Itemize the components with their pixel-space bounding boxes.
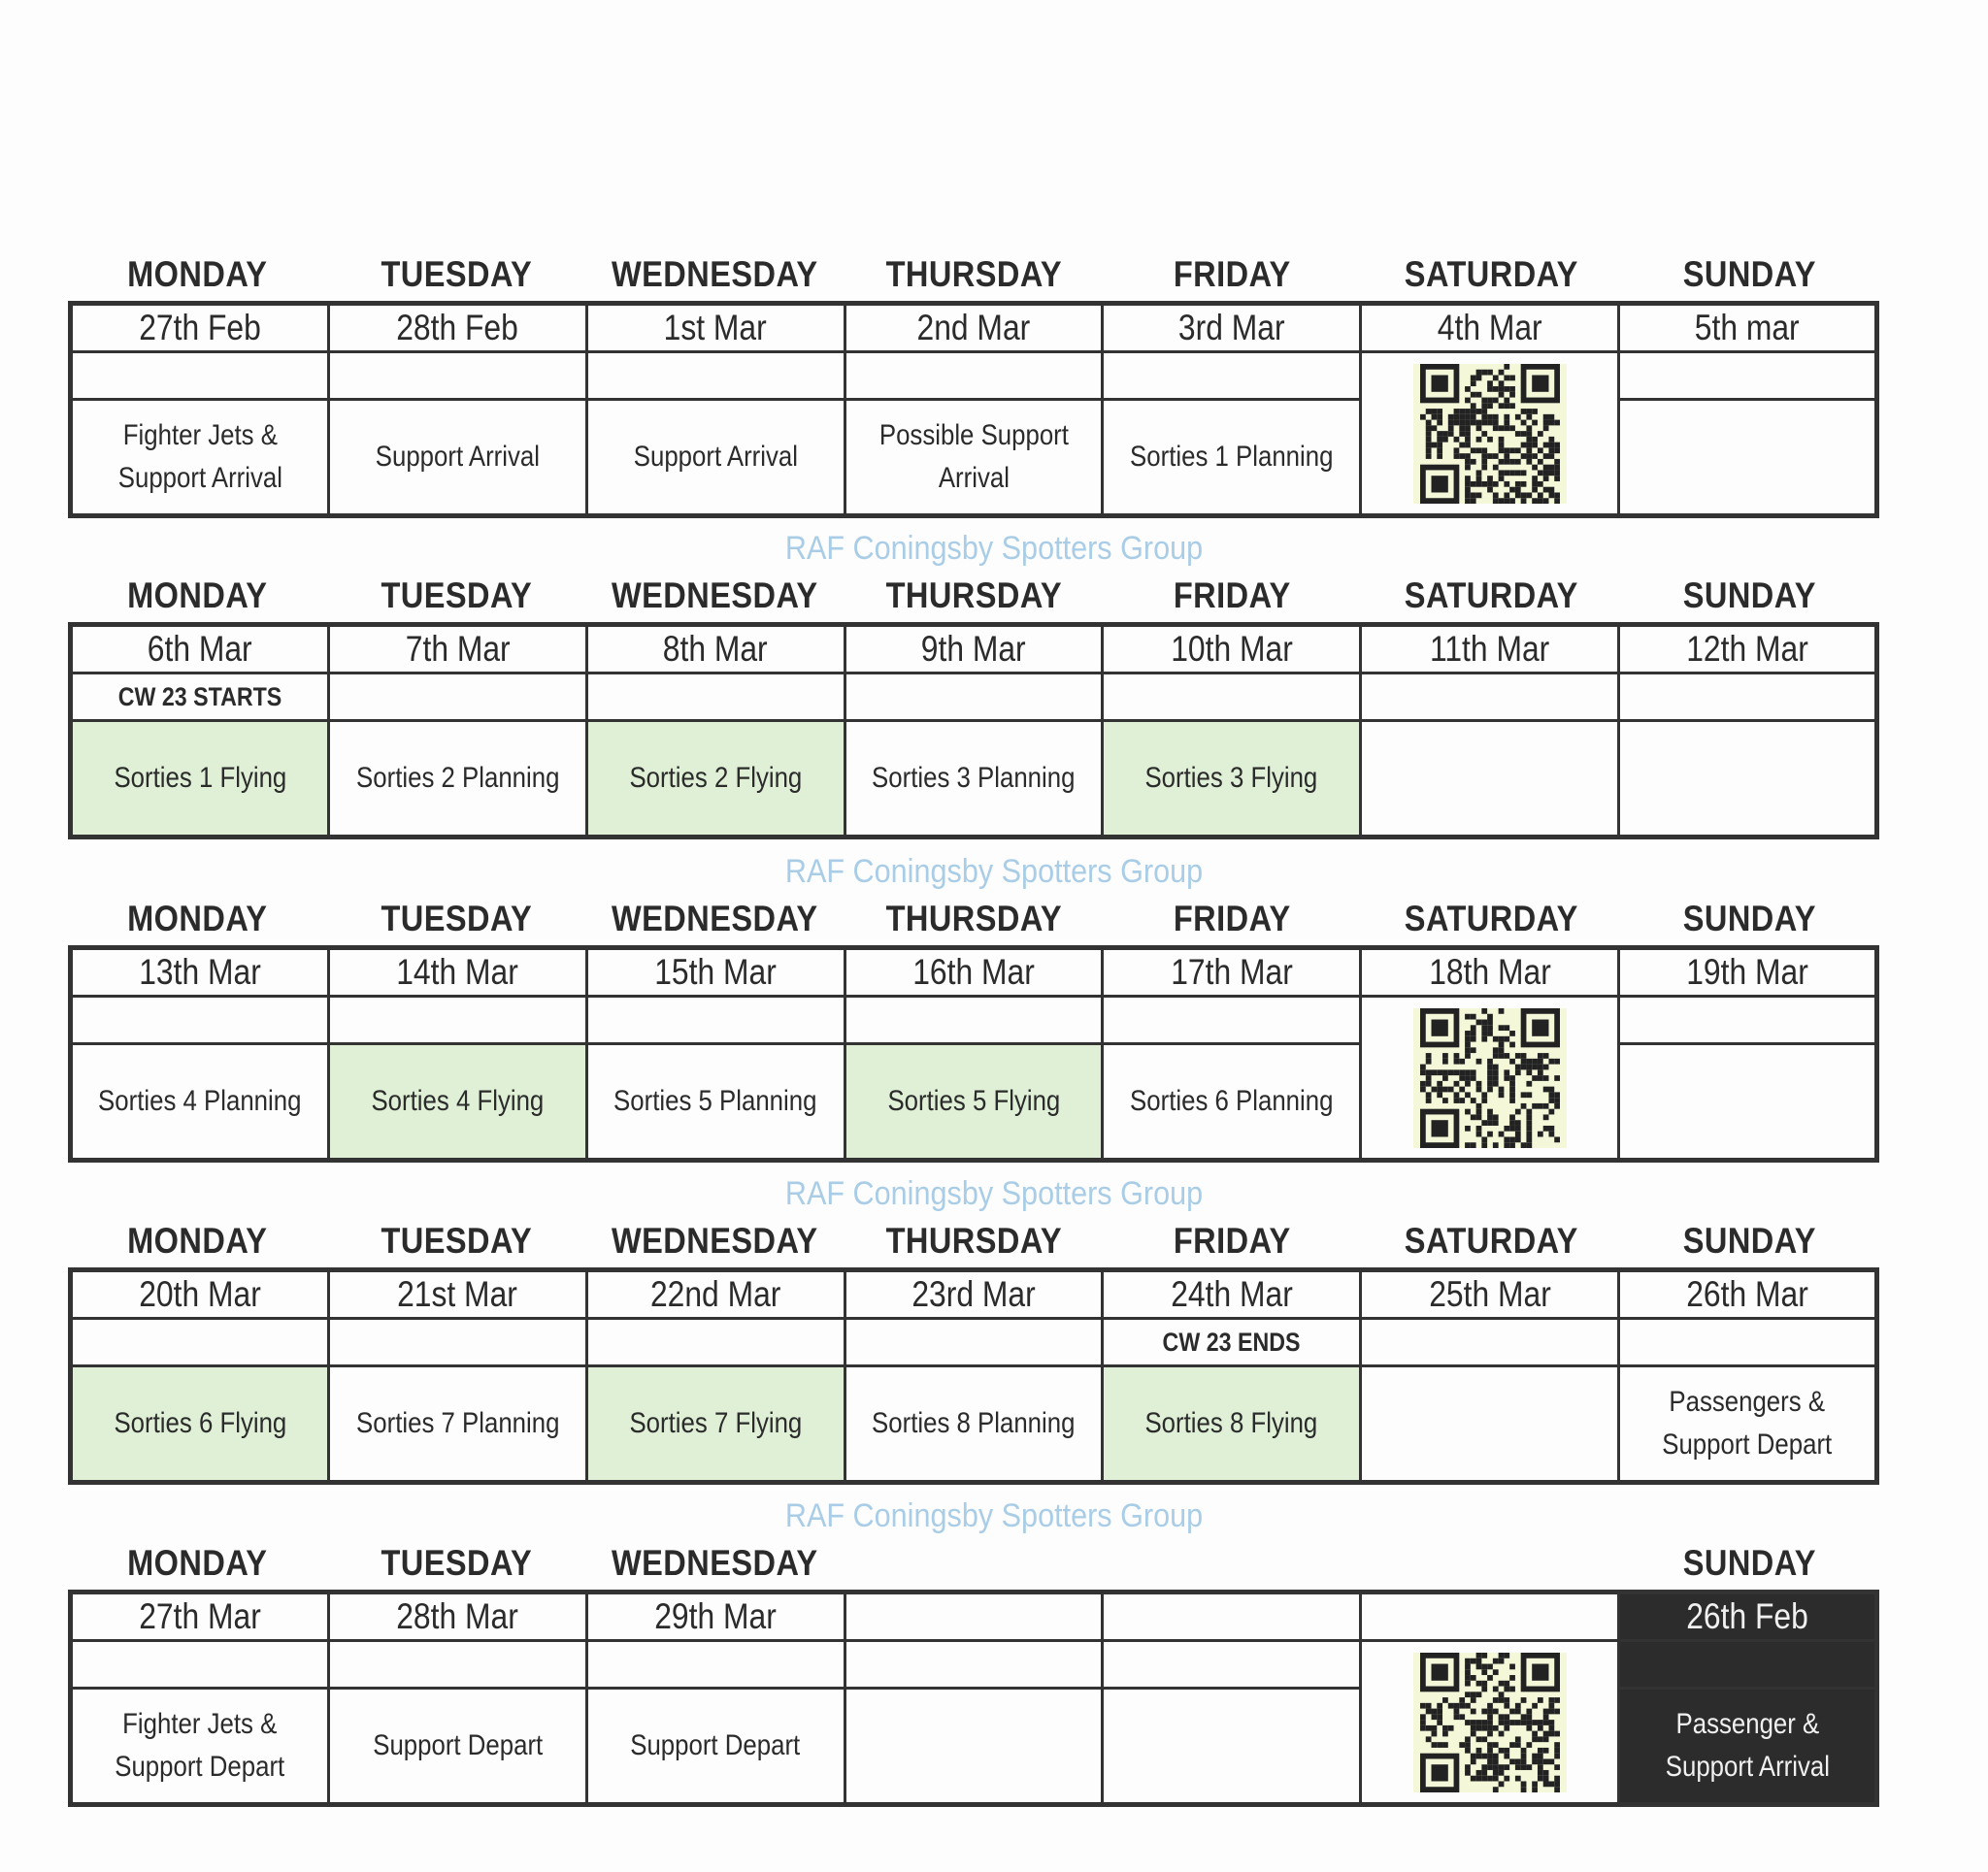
note-cell — [845, 1319, 1103, 1366]
day-header: WEDNESDAY — [612, 1543, 818, 1583]
note-cell — [71, 1641, 329, 1689]
note-cell — [328, 1641, 586, 1689]
notes-row — [71, 352, 1877, 400]
event-cell: Sorties 2 Planning — [328, 721, 586, 837]
note-cell — [328, 352, 586, 400]
date-cell: 23rd Mar — [845, 1270, 1103, 1319]
date-cell: 4th Mar — [1361, 304, 1619, 352]
dates-row — [71, 625, 1877, 673]
day-header: MONDAY — [127, 575, 268, 615]
date-cell — [1103, 1593, 1361, 1641]
date-cell: 26th Mar — [1619, 1270, 1877, 1319]
calendar-grid — [68, 945, 1879, 1163]
note-cell — [328, 673, 586, 721]
dates-row — [71, 304, 1877, 352]
notes-row — [71, 673, 1877, 721]
week-5 — [68, 1543, 1879, 1807]
notes-row — [71, 1319, 1877, 1366]
event-cell-flying: Sorties 7 Flying — [586, 1366, 845, 1483]
note-cell — [1103, 997, 1361, 1044]
watermark: RAF Coningsby Spotters Group — [784, 853, 1204, 890]
day-header: TUESDAY — [381, 1543, 532, 1583]
dates-row — [71, 948, 1877, 997]
date-cell: 8th Mar — [586, 625, 845, 673]
event-cell: Sorties 5 Planning — [586, 1044, 845, 1161]
watermark: RAF Coningsby Spotters Group — [784, 1497, 1204, 1534]
day-header: TUESDAY — [381, 899, 532, 938]
date-cell: 11th Mar — [1361, 625, 1619, 673]
date-cell: 25th Mar — [1361, 1270, 1619, 1319]
day-header: SUNDAY — [1683, 575, 1817, 615]
date-cell: 2nd Mar — [845, 304, 1103, 352]
event-cell: Sorties 7 Planning — [328, 1366, 586, 1483]
event-cell: Passengers & Support Depart — [1619, 1366, 1877, 1483]
event-cell: Sorties 3 Planning — [845, 721, 1103, 837]
note-cell — [845, 673, 1103, 721]
note-cell — [845, 352, 1103, 400]
note-cell — [1619, 1319, 1877, 1366]
day-header: SATURDAY — [1404, 254, 1578, 294]
day-header: MONDAY — [127, 1221, 268, 1261]
day-header: WEDNESDAY — [612, 254, 818, 294]
events-row — [71, 721, 1877, 837]
event-cell — [845, 1689, 1103, 1805]
day-headers — [68, 899, 1879, 941]
date-cell: 18th Mar — [1361, 948, 1619, 997]
event-cell-flying: Sorties 6 Flying — [71, 1366, 329, 1483]
day-header — [860, 1584, 1088, 1588]
watermark: RAF Coningsby Spotters Group — [784, 1175, 1204, 1212]
note-cell — [328, 1319, 586, 1366]
calendar-grid — [68, 1267, 1879, 1485]
date-cell — [845, 1593, 1103, 1641]
note-cell — [1619, 673, 1877, 721]
day-header: MONDAY — [127, 899, 268, 938]
note-cell — [328, 997, 586, 1044]
day-header: SUNDAY — [1683, 899, 1817, 938]
note-cell — [71, 997, 329, 1044]
day-header: TUESDAY — [381, 1221, 532, 1261]
date-cell: 15th Mar — [586, 948, 845, 997]
note-cell — [1361, 1319, 1619, 1366]
event-cell: Sorties 1 Planning — [1103, 400, 1361, 516]
day-header: FRIDAY — [1174, 254, 1291, 294]
day-header: THURSDAY — [885, 1221, 1062, 1261]
day-header: SATURDAY — [1404, 575, 1578, 615]
date-cell: 27th Mar — [71, 1593, 329, 1641]
event-cell-flying: Sorties 4 Flying — [328, 1044, 586, 1161]
notes-row — [71, 997, 1877, 1044]
note-cell — [1619, 997, 1877, 1044]
date-cell: 27th Feb — [71, 304, 329, 352]
day-header: MONDAY — [127, 254, 268, 294]
date-cell: 6th Mar — [71, 625, 329, 673]
date-cell: 10th Mar — [1103, 625, 1361, 673]
qr-code-icon[interactable] — [1413, 1008, 1567, 1148]
date-cell: 19th Mar — [1619, 948, 1877, 997]
event-cell-dark: Passenger & Support Arrival — [1619, 1689, 1877, 1805]
event-cell: Support Arrival — [328, 400, 586, 516]
dates-row — [71, 1270, 1877, 1319]
dates-row — [71, 1593, 1877, 1641]
date-cell: 9th Mar — [845, 625, 1103, 673]
qr-cell — [1361, 352, 1619, 516]
event-cell: Support Depart — [328, 1689, 586, 1805]
qr-code-icon[interactable] — [1413, 364, 1567, 504]
date-cell: 16th Mar — [845, 948, 1103, 997]
day-header: WEDNESDAY — [612, 899, 818, 938]
day-header: THURSDAY — [885, 575, 1062, 615]
note-cell — [71, 1319, 329, 1366]
event-cell: Fighter Jets & Support Arrival — [71, 400, 329, 516]
event-cell-flying: Sorties 1 Flying — [71, 721, 329, 837]
day-headers — [68, 1543, 1879, 1586]
date-cell: 14th Mar — [328, 948, 586, 997]
day-header: TUESDAY — [381, 254, 532, 294]
calendar-grid — [68, 301, 1879, 518]
note-cell-dark — [1619, 1641, 1877, 1689]
date-cell-dark: 26th Feb — [1619, 1593, 1877, 1641]
day-headers — [68, 254, 1879, 297]
day-header: THURSDAY — [885, 899, 1062, 938]
event-cell-flying: Sorties 8 Flying — [1103, 1366, 1361, 1483]
event-cell-flying: Sorties 2 Flying — [586, 721, 845, 837]
date-cell: 3rd Mar — [1103, 304, 1361, 352]
date-cell: 7th Mar — [328, 625, 586, 673]
day-header: TUESDAY — [381, 575, 532, 615]
date-cell: 12th Mar — [1619, 625, 1877, 673]
date-cell: 21st Mar — [328, 1270, 586, 1319]
day-header: SATURDAY — [1404, 899, 1578, 938]
event-cell — [1361, 1366, 1619, 1483]
event-cell: Support Depart — [586, 1689, 845, 1805]
note-cell — [586, 1319, 845, 1366]
note-cell — [845, 1641, 1103, 1689]
watermark: RAF Coningsby Spotters Group — [784, 530, 1204, 567]
event-cell — [1361, 721, 1619, 837]
week-3 — [68, 899, 1879, 1163]
event-cell-flying: Sorties 3 Flying — [1103, 721, 1361, 837]
date-cell — [1361, 1593, 1619, 1641]
date-cell: 1st Mar — [586, 304, 845, 352]
note-cell — [1361, 673, 1619, 721]
week-1 — [68, 254, 1879, 518]
week-2 — [68, 575, 1879, 839]
note-cell — [586, 1641, 845, 1689]
date-cell: 22nd Mar — [586, 1270, 845, 1319]
day-header: SUNDAY — [1683, 1543, 1817, 1583]
date-cell: 17th Mar — [1103, 948, 1361, 997]
day-header: SUNDAY — [1683, 1221, 1817, 1261]
event-cell: Fighter Jets & Support Depart — [71, 1689, 329, 1805]
event-cell: Sorties 4 Planning — [71, 1044, 329, 1161]
day-header: FRIDAY — [1174, 575, 1291, 615]
calendar-grid — [68, 1590, 1879, 1807]
note-cell — [1619, 352, 1877, 400]
day-header: FRIDAY — [1174, 899, 1291, 938]
event-cell — [1619, 400, 1877, 516]
day-header: FRIDAY — [1174, 1221, 1291, 1261]
date-cell: 28th Mar — [328, 1593, 586, 1641]
event-cell: Sorties 8 Planning — [845, 1366, 1103, 1483]
note-cell — [71, 352, 329, 400]
day-header — [1377, 1584, 1606, 1588]
event-cell-flying: Sorties 5 Flying — [845, 1044, 1103, 1161]
qr-cell — [1361, 1641, 1619, 1805]
day-header: WEDNESDAY — [612, 1221, 818, 1261]
day-header — [1118, 1584, 1346, 1588]
day-header: MONDAY — [127, 1543, 268, 1583]
day-headers — [68, 575, 1879, 618]
event-cell — [1103, 1689, 1361, 1805]
note-cell — [1103, 352, 1361, 400]
note-cell: CW 23 ENDS — [1103, 1319, 1361, 1366]
calendar-grid — [68, 622, 1879, 839]
date-cell: 29th Mar — [586, 1593, 845, 1641]
note-cell — [1103, 1641, 1361, 1689]
day-header: WEDNESDAY — [612, 575, 818, 615]
event-cell — [1619, 721, 1877, 837]
notes-row — [71, 1641, 1877, 1689]
day-header: THURSDAY — [885, 254, 1062, 294]
qr-cell — [1361, 997, 1619, 1161]
note-cell — [586, 997, 845, 1044]
event-cell: Sorties 6 Planning — [1103, 1044, 1361, 1161]
date-cell: 20th Mar — [71, 1270, 329, 1319]
date-cell: 24th Mar — [1103, 1270, 1361, 1319]
note-cell — [845, 997, 1103, 1044]
week-4 — [68, 1221, 1879, 1485]
event-cell: Possible Support Arrival — [845, 400, 1103, 516]
qr-code-icon[interactable] — [1413, 1653, 1567, 1792]
note-cell — [586, 673, 845, 721]
note-cell — [586, 352, 845, 400]
event-cell — [1619, 1044, 1877, 1161]
events-row — [71, 1366, 1877, 1483]
date-cell: 13th Mar — [71, 948, 329, 997]
event-cell: Support Arrival — [586, 400, 845, 516]
date-cell: 5th mar — [1619, 304, 1877, 352]
day-headers — [68, 1221, 1879, 1264]
day-header: SATURDAY — [1404, 1221, 1578, 1261]
note-cell: CW 23 STARTS — [71, 673, 329, 721]
note-cell — [1103, 673, 1361, 721]
day-header: SUNDAY — [1683, 254, 1817, 294]
date-cell: 28th Feb — [328, 304, 586, 352]
